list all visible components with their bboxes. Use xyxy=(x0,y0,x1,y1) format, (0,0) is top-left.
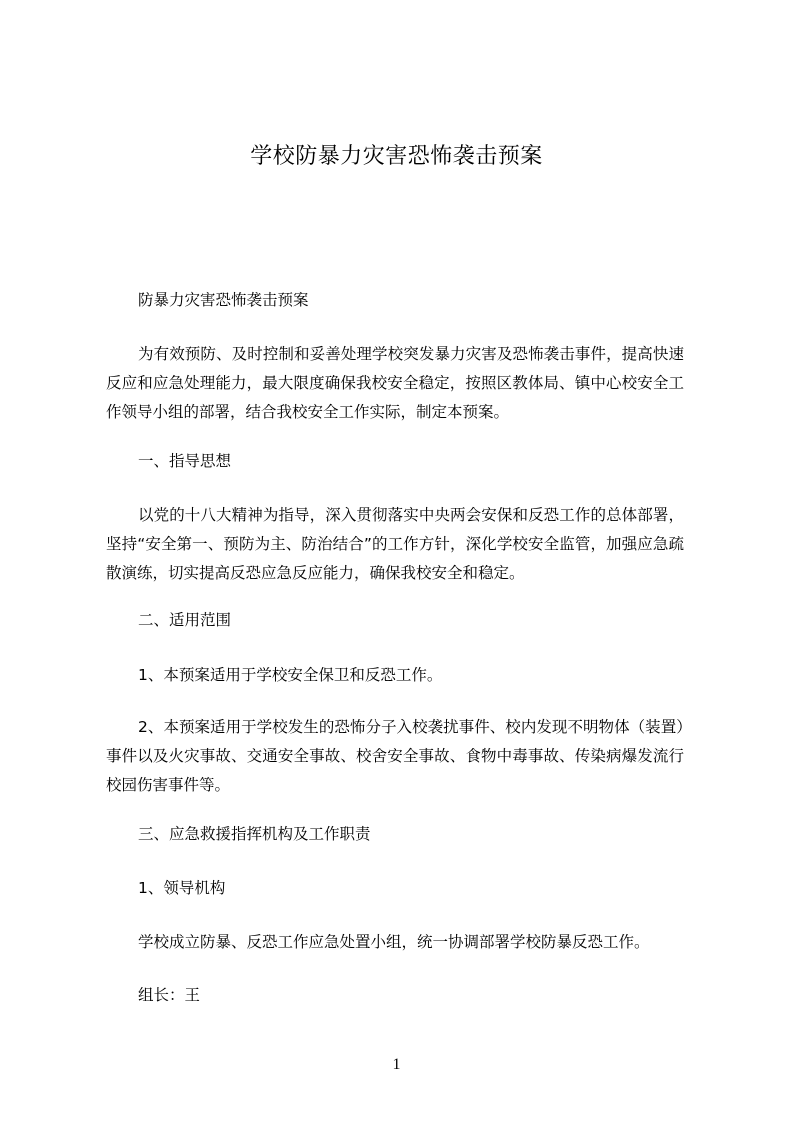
paragraph-guiding-ideology: 以党的十八大精神为指导，深入贯彻落实中央两会安保和反恐工作的总体部署，坚持“安全第一、预防为主、防治结合”的工作方针，深化学校安全监管，加强应急疏散演练，切实提高反恐应急反应能力，确保我校安全和稳定。 xyxy=(106,506,684,582)
paragraph-leadership: 学校成立防暴、反恐工作应急处置小组，统一协调部署学校防暴反恐工作。 xyxy=(138,933,650,951)
subheading-leadership: 1、领导机构 xyxy=(138,879,226,897)
paragraph-intro: 为有效预防、及时控制和妥善处理学校突发暴力灾害及恐怖袭击事件，提高快速反应和应急处理能力，最大限度确保我校安全稳定，按照区教体局、镇中心校安全工作领导小组的部署，结合我校安全工作实际，制定本预案。 xyxy=(106,345,684,421)
heading-command-structure: 三、应急救援指挥机构及工作职责 xyxy=(138,825,371,843)
document-title: 学校防暴力灾害恐怖袭击预案 xyxy=(250,144,543,169)
scope-item-1: 1、本预案适用于学校安全保卫和反恐工作。 xyxy=(138,666,443,684)
team-leader-line: 组长：王 xyxy=(138,986,201,1004)
subtitle: 防暴力灾害恐怖袭击预案 xyxy=(138,291,309,309)
heading-guiding-ideology: 一、指导思想 xyxy=(138,452,232,470)
page-number: 1 xyxy=(392,1056,401,1073)
scope-item-2: 2、本预案适用于学校发生的恐怖分子入校袭扰事件、校内发现不明物体（装置）事件以及火灾事故、交通安全事故、校舍安全事故、食物中毒事故、传染病爆发流行校园伤害事件等。 xyxy=(106,718,684,794)
heading-scope: 二、适用范围 xyxy=(138,611,232,629)
